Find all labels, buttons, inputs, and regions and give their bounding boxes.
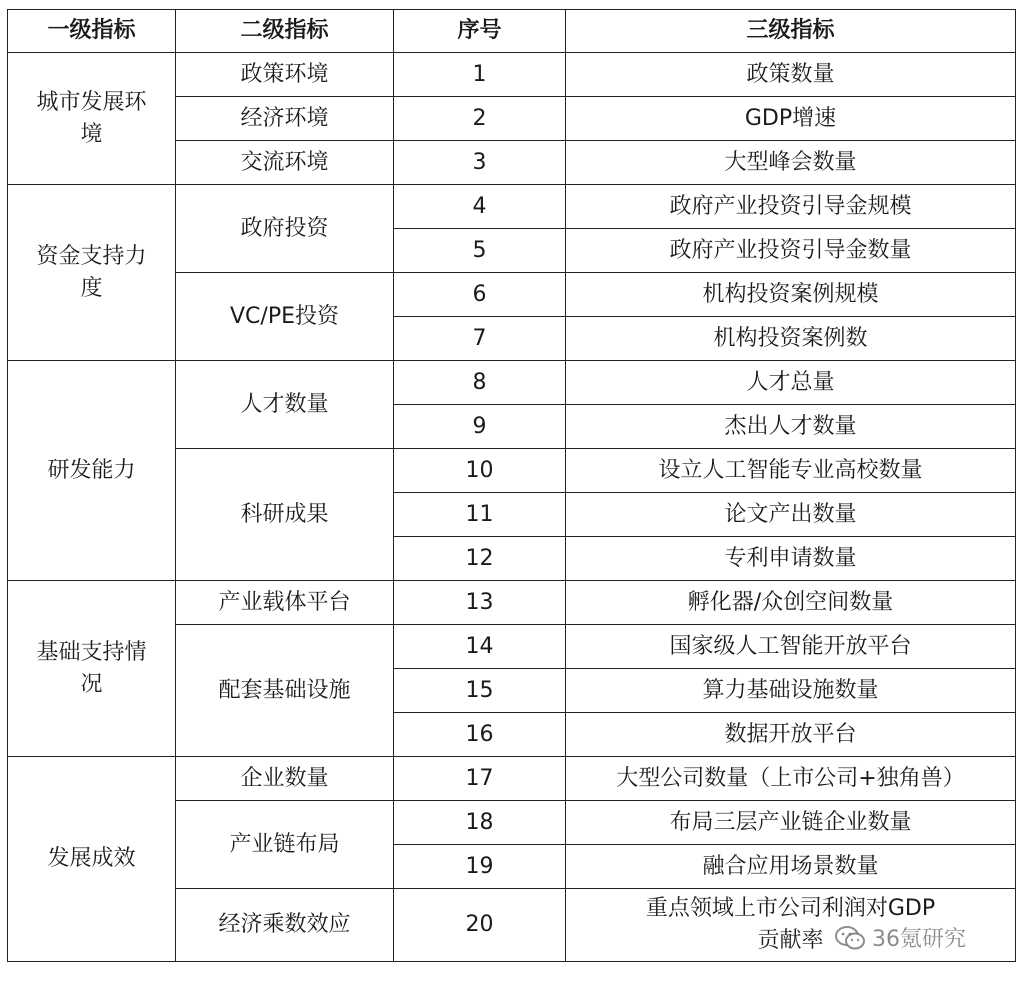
number-cell: 6 (394, 273, 566, 317)
indicator-table (7, 9, 1016, 962)
level-3-cell: 重点领域上市公司利润对GDP贡献率 (566, 889, 1016, 962)
level-3-cell: GDP增速 (566, 97, 1016, 141)
number-cell: 5 (394, 229, 566, 273)
number-cell: 16 (394, 713, 566, 757)
number-cell: 8 (394, 361, 566, 405)
level-3-cell: 算力基础设施数量 (566, 669, 1016, 713)
level-1-cell: 基础支持情况 (8, 581, 176, 757)
level-3-cell: 政府产业投资引导金规模 (566, 185, 1016, 229)
number-cell: 2 (394, 97, 566, 141)
level-2-cell: 科研成果 (176, 449, 394, 581)
level-1-cell: 资金支持力度 (8, 185, 176, 361)
level-3-cell: 大型公司数量（上市公司+独角兽） (566, 757, 1016, 801)
table-row (8, 581, 1016, 625)
number-cell: 19 (394, 845, 566, 889)
level-2-cell: 经济环境 (176, 97, 394, 141)
level-3-cell: 大型峰会数量 (566, 141, 1016, 185)
header-level-2: 二级指标 (176, 10, 394, 53)
level-3-cell: 机构投资案例规模 (566, 273, 1016, 317)
level-3-cell: 人才总量 (566, 361, 1016, 405)
number-cell: 7 (394, 317, 566, 361)
level-2-cell: 配套基础设施 (176, 625, 394, 757)
level-3-cell: 政策数量 (566, 53, 1016, 97)
table-row (8, 53, 1016, 97)
level-2-cell: 政策环境 (176, 53, 394, 97)
level-3-cell: 政府产业投资引导金数量 (566, 229, 1016, 273)
level-3-cell: 杰出人才数量 (566, 405, 1016, 449)
level-3-cell: 论文产出数量 (566, 493, 1016, 537)
number-cell: 11 (394, 493, 566, 537)
number-cell: 9 (394, 405, 566, 449)
level-3-cell: 布局三层产业链企业数量 (566, 801, 1016, 845)
number-cell: 20 (394, 889, 566, 962)
header-row (8, 10, 1016, 53)
number-cell: 14 (394, 625, 566, 669)
level-3-cell: 国家级人工智能开放平台 (566, 625, 1016, 669)
level-3-cell: 机构投资案例数 (566, 317, 1016, 361)
header-level-1: 一级指标 (8, 10, 176, 53)
level-3-cell: 孵化器/众创空间数量 (566, 581, 1016, 625)
watermark (834, 922, 966, 953)
level-2-cell: 政府投资 (176, 185, 394, 273)
level-2-cell: 人才数量 (176, 361, 394, 449)
level-3-cell: 数据开放平台 (566, 713, 1016, 757)
level-1-cell: 研发能力 (8, 361, 176, 581)
level-2-cell: 经济乘数效应 (176, 889, 394, 962)
table-row (8, 757, 1016, 801)
number-cell: 4 (394, 185, 566, 229)
number-cell: 18 (394, 801, 566, 845)
level-2-cell: 交流环境 (176, 141, 394, 185)
number-cell: 3 (394, 141, 566, 185)
watermark-text: 36氪研究 (872, 927, 966, 952)
number-cell: 15 (394, 669, 566, 713)
wechat-icon (834, 924, 866, 952)
number-cell: 12 (394, 537, 566, 581)
level-1-cell: 城市发展环境 (8, 53, 176, 185)
level-2-cell: 企业数量 (176, 757, 394, 801)
level-3-cell: 设立人工智能专业高校数量 (566, 449, 1016, 493)
number-cell: 1 (394, 53, 566, 97)
level-1-cell: 发展成效 (8, 757, 176, 962)
table-row (8, 361, 1016, 405)
number-cell: 13 (394, 581, 566, 625)
number-cell: 10 (394, 449, 566, 493)
number-cell: 17 (394, 757, 566, 801)
level-3-cell: 专利申请数量 (566, 537, 1016, 581)
level-2-cell: 产业载体平台 (176, 581, 394, 625)
table-body (8, 53, 1016, 962)
level-2-cell: 产业链布局 (176, 801, 394, 889)
level-2-cell: VC/PE投资 (176, 273, 394, 361)
table-row (8, 185, 1016, 229)
header-level-3: 三级指标 (566, 10, 1016, 53)
level-3-cell: 融合应用场景数量 (566, 845, 1016, 889)
header-number: 序号 (394, 10, 566, 53)
